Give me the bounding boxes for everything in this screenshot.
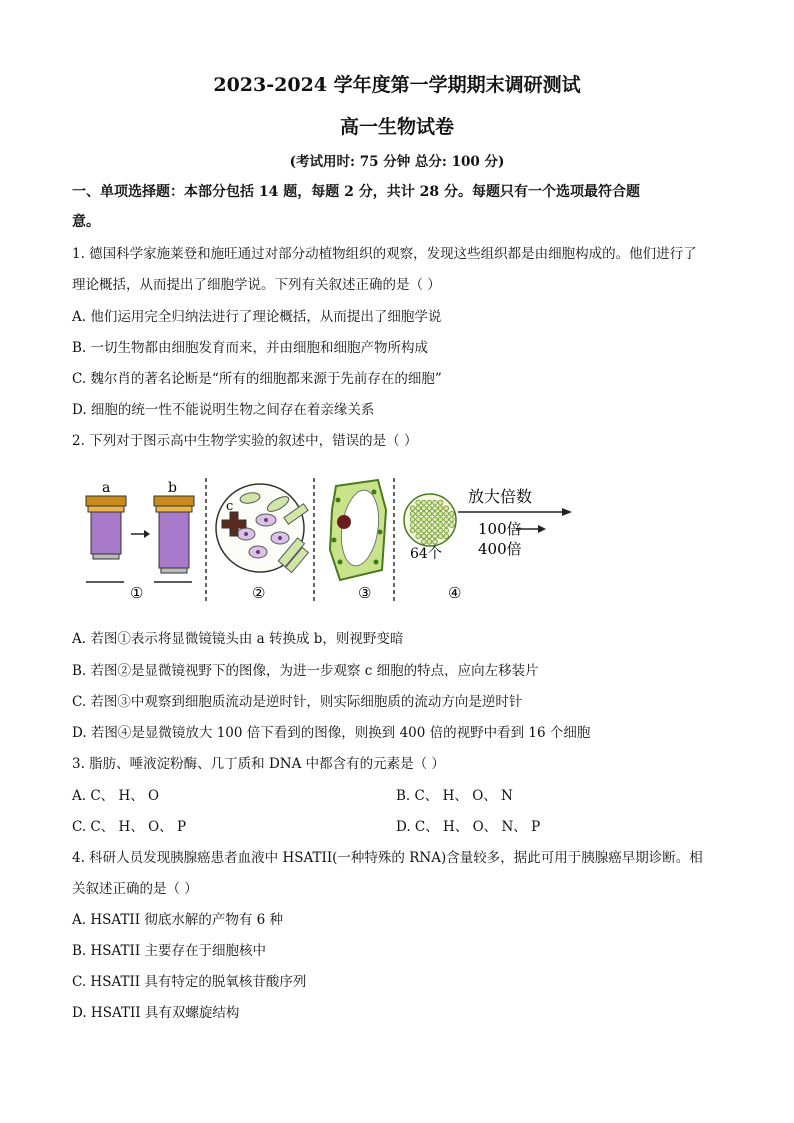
cluster-cell bbox=[410, 517, 415, 522]
objective-lens-b bbox=[154, 496, 194, 573]
cluster-cell bbox=[421, 523, 426, 528]
q3-option-a: A. C、 H、 O bbox=[72, 788, 160, 804]
section-heading-cont: 意。 bbox=[72, 214, 100, 230]
label-b: b bbox=[168, 480, 177, 496]
q4-option-d: D. HSATII 具有双螺旋结构 bbox=[72, 1005, 240, 1021]
cluster-cell bbox=[416, 528, 421, 533]
cluster-cell bbox=[438, 528, 443, 533]
cluster-cell bbox=[416, 506, 421, 511]
q3-stem: 3. 脂肪、唾液淀粉酶、几丁质和 DNA 中都含有的元素是（ ） bbox=[72, 756, 445, 772]
cluster-cell bbox=[444, 511, 449, 516]
cluster-cell bbox=[444, 523, 449, 528]
q3-option-d: D. C、 H、 O、 N、 P bbox=[396, 819, 541, 835]
cluster-cell bbox=[433, 506, 438, 511]
plant-cell bbox=[330, 480, 386, 580]
q2-option-c: C. 若图③中观察到细胞质流动是逆时针，则实际细胞质的流动方向是逆时针 bbox=[72, 694, 523, 710]
mag-from: 100倍 bbox=[478, 520, 522, 538]
cluster-cell bbox=[427, 528, 432, 533]
cluster-cell bbox=[427, 523, 432, 528]
panel-4-number: ④ bbox=[448, 584, 462, 602]
cluster-cell bbox=[438, 506, 443, 511]
cell-count: 64个 bbox=[410, 546, 442, 562]
objective-lens-a bbox=[86, 496, 126, 559]
q4-option-c: C. HSATII 具有特定的脱氧核苷酸序列 bbox=[72, 974, 307, 990]
q2-figure bbox=[78, 470, 588, 610]
cluster-cell bbox=[449, 511, 454, 516]
cluster-cell bbox=[416, 500, 421, 505]
panel-2-number: ② bbox=[252, 584, 266, 602]
cluster-cell bbox=[416, 517, 421, 522]
cluster-cell bbox=[433, 539, 438, 544]
label-a: a bbox=[102, 480, 111, 496]
q2-option-d: D. 若图④是显微镜放大 100 倍下看到的图像，则换到 400 倍的视野中看到 16 个细胞 bbox=[72, 725, 591, 741]
q1-option-b: B. 一切生物都由细胞发育而来，并由细胞和细胞产物所构成 bbox=[72, 340, 429, 356]
cluster-cell bbox=[427, 500, 432, 505]
q1-stem-cont: 理论概括，从而提出了细胞学说。下列有关叙述正确的是（ ） bbox=[72, 277, 441, 293]
q4-stem-cont: 关叙述正确的是（ ） bbox=[72, 881, 198, 897]
cluster-cell bbox=[438, 523, 443, 528]
q1-stem: 1. 德国科学家施莱登和施旺通过对部分动植物组织的观察，发现这些组织都是由细胞构成的。他们进行了 bbox=[72, 246, 697, 262]
panel-1-number: ① bbox=[130, 584, 144, 602]
cluster-cell bbox=[410, 511, 415, 516]
cluster-cell bbox=[410, 523, 415, 528]
cluster-cell bbox=[421, 506, 426, 511]
cluster-cell bbox=[421, 528, 426, 533]
q1-option-d: D. 细胞的统一性不能说明生物之间存在着亲缘关系 bbox=[72, 402, 375, 418]
cluster-cell bbox=[444, 534, 449, 539]
cluster-cell bbox=[433, 523, 438, 528]
mag-to: 400倍 bbox=[478, 540, 522, 558]
q1-option-a: A. 他们运用完全归纳法进行了理论概括，从而提出了细胞学说 bbox=[72, 309, 442, 325]
cluster-cell bbox=[421, 511, 426, 516]
cluster-cell bbox=[427, 506, 432, 511]
cluster-cell bbox=[438, 500, 443, 505]
cluster-cell bbox=[433, 500, 438, 505]
cluster-cell bbox=[416, 511, 421, 516]
cluster-cell bbox=[438, 517, 443, 522]
microscope-field-view bbox=[216, 484, 308, 573]
section-heading: 一、单项选择题：本部分包括 14 题，每题 2 分，共计 28 分。每题只有一个选项最符合题 bbox=[72, 184, 640, 200]
cluster-cell bbox=[421, 517, 426, 522]
cluster-cell bbox=[449, 517, 454, 522]
cluster-cell bbox=[416, 523, 421, 528]
q3-option-c: C. C、 H、 O、 P bbox=[72, 819, 187, 835]
q4-option-a: A. HSATII 彻底水解的产物有 6 种 bbox=[72, 912, 283, 928]
exam-subject: 高一生物试卷 bbox=[339, 116, 454, 138]
q2-stem: 2. 下列对于图示高中生物学实验的叙述中，错误的是（ ） bbox=[72, 433, 418, 449]
mag-change-arrow-icon bbox=[538, 525, 546, 533]
q4-stem: 4. 科研人员发现胰腺癌患者血液中 HSATII(一种特殊的 RNA)含量较多，据此可用于胰腺癌早期诊断。相 bbox=[72, 850, 703, 866]
exam-meta: (考试用时: 75 分钟 总分: 100 分) bbox=[289, 154, 505, 170]
cluster-cell bbox=[416, 534, 421, 539]
cluster-cell bbox=[427, 539, 432, 544]
cluster-cell bbox=[433, 511, 438, 516]
cluster-cell bbox=[438, 534, 443, 539]
cluster-cell bbox=[449, 523, 454, 528]
arrow-icon bbox=[144, 530, 150, 538]
cluster-cell bbox=[433, 528, 438, 533]
cluster-cell bbox=[438, 511, 443, 516]
cluster-cell bbox=[427, 534, 432, 539]
q4-option-b: B. HSATII 主要存在于细胞核中 bbox=[72, 943, 266, 959]
panel-3-number: ③ bbox=[358, 584, 372, 602]
cluster-cell bbox=[410, 528, 415, 533]
exam-title: 2023-2024 学年度第一学期期末调研测试 bbox=[213, 74, 581, 96]
cluster-cell bbox=[421, 539, 426, 544]
cluster-cell bbox=[444, 517, 449, 522]
q1-option-c: C. 魏尔肖的著名论断是“所有的细胞都来源于先前存在的细胞” bbox=[72, 371, 442, 387]
cluster-cell bbox=[421, 500, 426, 505]
cluster-cell bbox=[433, 517, 438, 522]
cell-cluster bbox=[404, 494, 456, 546]
q3-option-b: B. C、 H、 O、 N bbox=[396, 788, 513, 804]
q2-option-b: B. 若图②是显微镜视野下的图像，为进一步观察 c 细胞的特点，应向左移装片 bbox=[72, 663, 539, 679]
cluster-cell bbox=[444, 506, 449, 511]
cluster-cell bbox=[444, 528, 449, 533]
cluster-cell bbox=[427, 517, 432, 522]
magnify-arrow-icon bbox=[562, 508, 572, 516]
cluster-cell bbox=[410, 506, 415, 511]
cluster-cell bbox=[421, 534, 426, 539]
cluster-cell bbox=[427, 511, 432, 516]
label-c: c bbox=[226, 499, 234, 514]
cluster-cell bbox=[433, 534, 438, 539]
q2-option-a: A. 若图①表示将显微镜镜头由 a 转换成 b，则视野变暗 bbox=[72, 631, 404, 647]
magnify-title: 放大倍数 bbox=[468, 487, 533, 506]
